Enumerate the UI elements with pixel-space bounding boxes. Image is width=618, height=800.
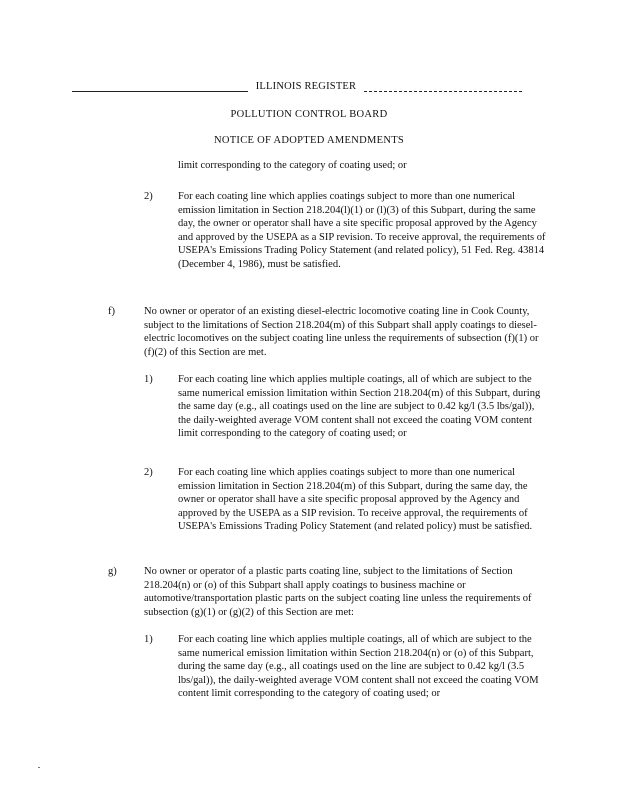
section-f1-text: For each coating line which applies multiple coatings, all of which are subject to the same numerical emission limitation within Section 218.204(m) of this Subpart, during the same day (e.g., all coatings used on the line are subject to 0.42 kg/l (3.5 lbs/gal)), the daily-weighted average VOM content shall not exceed the coating VOM content limit corresponding to the category of coating used; or: [178, 374, 541, 440]
section-g1-text: For each coating line which applies multiple coatings, all of which are subject to the same numerical emission limitation within Section 218.204(n) or (o) of this Subpart, during the same day (e.g., all coatings used on the line are subject to 0.42 kg/l (3.5 lbs/gal)), the daily-weighted average VOM content shall not exceed the coating VOM content limit corresponding to the category of coating used; or: [178, 634, 539, 700]
header-rule-left: [72, 91, 248, 92]
notice-title: NOTICE OF ADOPTED AMENDMENTS: [213, 135, 405, 146]
section-e2-label: 2): [144, 191, 153, 202]
board-title: POLLUTION CONTROL BOARD: [230, 109, 388, 120]
section-e2-text: For each coating line which applies coatings subject to more than one numerical emission limitation in Section 218.204(l)(1) or (l)(3) of this Subpart, during the same day, the owner or operator shall have a site specific proposal approved by the Agency and approved by the USEPA as a SIP revision. To receive approval, the requirements of USEPA's Emissions Trading Policy Statement (and related policy), 51 Fed. Reg. 43814 (December 4, 1986), must be satisfied.: [178, 191, 546, 270]
section-f2-label: 2): [144, 467, 153, 478]
section-f2-text: For each coating line which applies coatings subject to more than one numerical emission limitation in Section 218.204(m) of this Subpart, during the same day, the owner or operator shall have a site specific proposal approved by the Agency and approved by the USEPA as a SIP revision. To receive approval, the requirements of USEPA's Emissions Trading Policy Statement (and related policy) must be satisfied.: [178, 467, 533, 533]
section-f-label: f): [108, 306, 115, 317]
scan-speck: [38, 767, 40, 768]
section-g1-label: 1): [144, 634, 153, 645]
register-title: ILLINOIS REGISTER: [255, 81, 357, 92]
header-rule-right: [364, 91, 522, 92]
section-g-label: g): [108, 566, 117, 577]
continuation-text: limit corresponding to the category of coating used; or: [178, 160, 407, 171]
section-f-text: No owner or operator of an existing diesel-electric locomotive coating line in Cook County, subject to the limitations of Section 218.204(m) of this Subpart shall apply coatings to diesel-electric locomotives on the subject coating line unless the requirements of subsection (f)(1) or (f)(2) of this Section are met.: [144, 306, 539, 358]
section-g-text: No owner or operator of a plastic parts coating line, subject to the limitations of Section 218.204(n) or (o) of this Subpart shall apply coatings to business machine or automotive/transportation plastic parts on the subject coating line unless the requirements of subsection (g)(1) or (g)(2) of this Section are met:: [144, 566, 532, 618]
section-f1-label: 1): [144, 374, 153, 385]
